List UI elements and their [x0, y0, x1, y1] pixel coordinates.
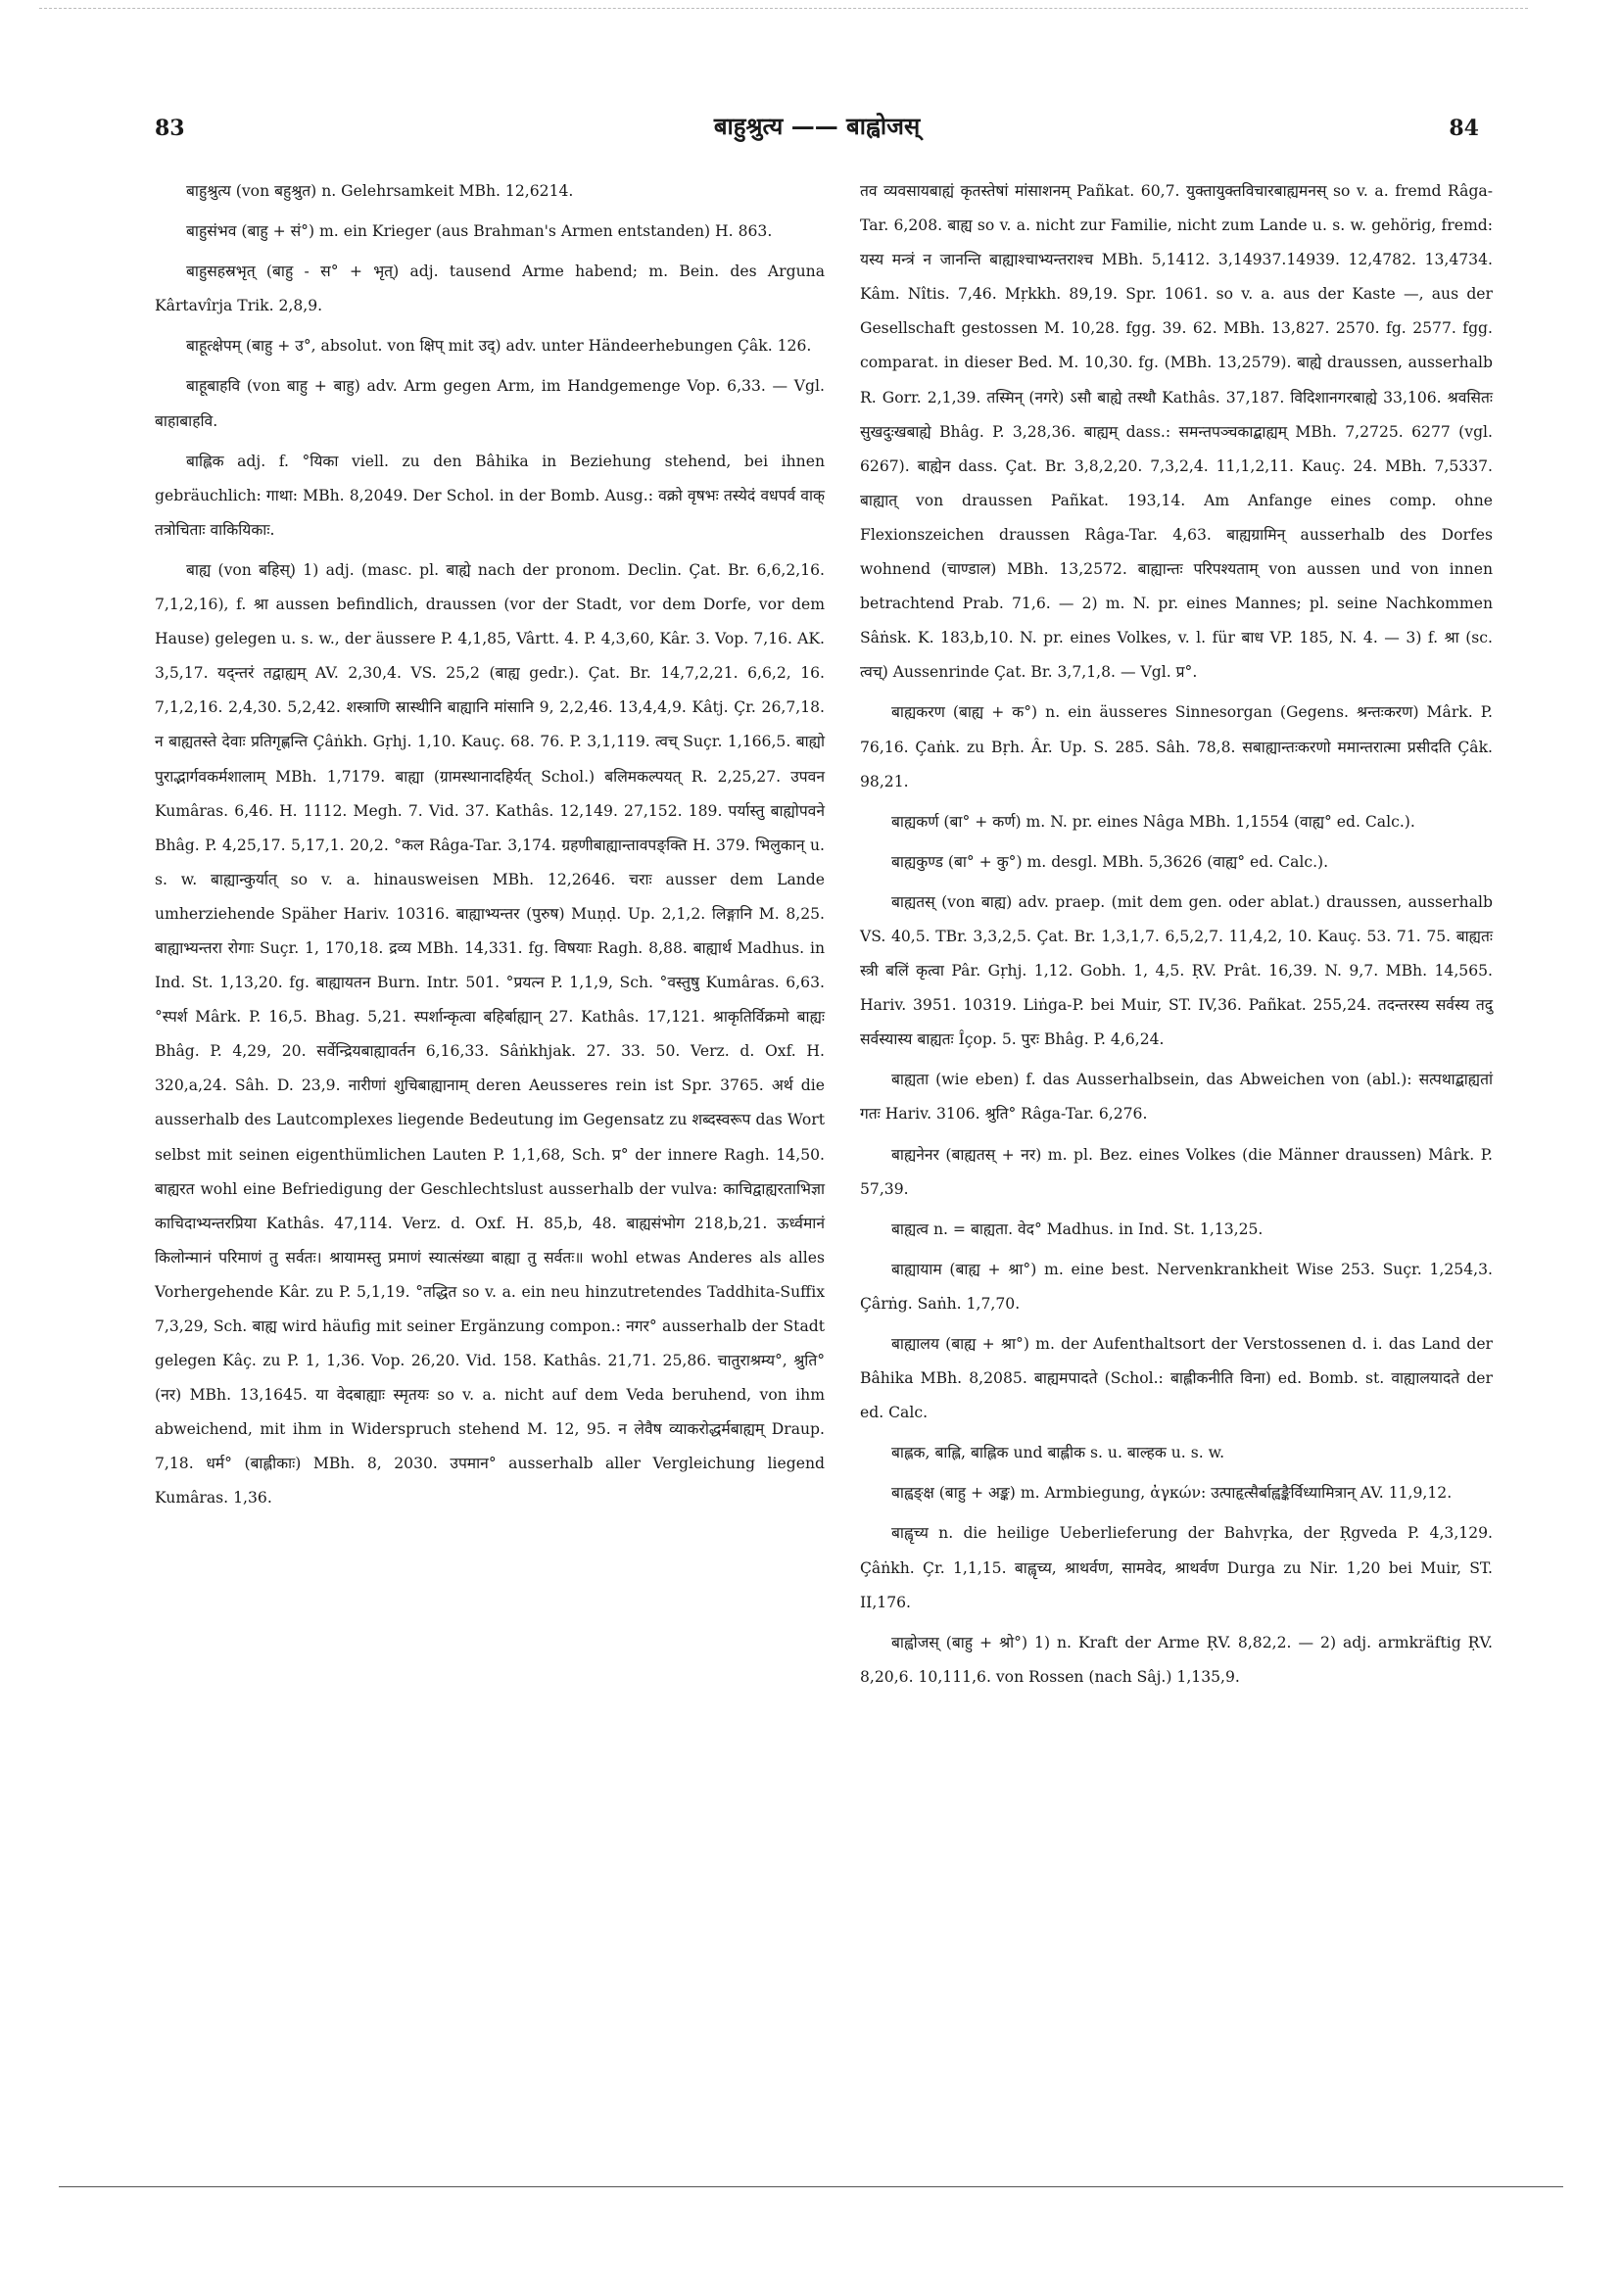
dictionary-entry: बाह्लक, बाह्लि, बाह्लिक und बाह्लीक s. u. बाल्हक u. s. w. — [891, 1444, 1225, 1462]
dictionary-entry: बाहुसंभव (बाहु + सं°) m. ein Krieger (aus Brahman's Armen entstanden) H. 863. — [186, 222, 773, 241]
dictionary-entry: बाह्यालय (बाह्य + श्रा°) m. der Aufenthaltsort der Verstossenen d. i. das Land der Bâhika MBh. 8,2085. बाह्यमपादते (Schol.: बाह्लीकनीति विना) ed. Bomb. st. वाह्यालयादते der ed. Calc. — [860, 1335, 1493, 1422]
dictionary-entry: बाह्वङ्क्ष (बाहु + अङ्क) m. Armbiegung, ἀγκών: उत्पाहृत्सैर्बाह्वङ्कैर्विध्यामित्रान् AV. 11,9,12. — [891, 1484, 1453, 1503]
dictionary-entry: बाह्यायाम (बाह्य + श्रा°) m. eine best. Nervenkrankheit Wise 253. Suçr. 1,254,3. Çârṅg. Saṅh. 1,7,70. — [860, 1260, 1493, 1313]
dictionary-entry: बाहुश्रुत्य (von बहुश्रुत) n. Gelehrsamkeit MBh. 12,6214. — [186, 182, 574, 200]
dictionary-entry: बाह्यनेनर (बाह्यतस् + नर) m. pl. Bez. eines Volkes (die Männer draussen) Mârk. P. 57,39. — [860, 1145, 1493, 1198]
left-column — [155, 174, 825, 1522]
dictionary-entry: बाहूत्क्षेपम् (बाहु + उ°, absolut. von क्षिप् mit उद्) adv. unter Händeerhebungen Çâk. 126. — [186, 337, 812, 356]
dictionary-entry: बाह्यकर्ण (बा° + कर्ण) m. N. pr. eines Nâga MBh. 1,1554 (वाह्य° ed. Calc.). — [891, 812, 1415, 831]
bottom-rule — [59, 2186, 1563, 2187]
page-header — [155, 110, 1479, 149]
running-head: बाहुश्रुत्य —— बाह्वोजस् — [713, 112, 921, 140]
dictionary-entry: बाह्वृच्य n. die heilige Ueberlieferung der Bahvṛka, der Ṛgveda P. 4,3,129. Çâṅkh. Çr. 1,1,15. बाह्वृच्य, श्राथर्वण, सामवेद, श्राथर्वण Durga zu Nir. 1,20 bei Muir, ST. II,176. — [860, 1524, 1493, 1611]
page-number-right: 84 — [1449, 116, 1479, 141]
dictionary-entry: बाह्लिक adj. f. °यिका viell. zu den Bâhika in Beziehung stehend, bei ihnen gebräuchlich: गाथा: MBh. 8,2049. Der Schol. in der Bomb. Ausg.: वक्रो वृषभः तस्येदं वधपर्व वाक् तत्रोचिताः वाकियिकाः. — [155, 452, 825, 539]
dictionary-entry: बाह्य (von बहिस्) 1) adj. (masc. pl. बाह्ये nach der pronom. Declin. Çat. Br. 6,6,2,16. 7,1,2,16), f. श्रा aussen befindlich, draussen (vor der Stadt, vor dem Dorfe, vor dem Hause) gelegen u. s. w., der äussere P. 4,1,85, Vârtt. 4. P. 4,3,60, Kâr. 3. Vop. 7,16. AK. 3,5,17. यद्न्तरं तद्वाह्यम् AV. 2,30,4. VS. 25,2 (बाह्य gedr.). Çat. Br. 14,7,2,21. 6,6,2, 16. 7,1,2,16. 2,4,30. 5,2,42. शस्त्राणि स्रास्थीनि बाह्यानि मांसानि 9, 2,2,46. 13,4,4,9. Kâtj. Çr. 26,7,18. न बाह्यतस्ते देवाः प्रतिगृह्णन्ति Çâṅkh. Gṛhj. 1,10. Kauç. 68. 76. P. 3,1,119. त्वच् Suçr. 1,166,5. बाह्यो पुराद्भार्गवकर्मशालाम् MBh. 1,7179. बाह्या (ग्रामस्थानादहिर्यत् Schol.) बलिमकल्पयत् R. 2,25,27. उपवन Kumâras. 6,46. H. 1112. Megh. 7. Vid. 37. Kathâs. 12,149. 27,152. 189. पर्यास्तु बाह्योपवने Bhâg. P. 4,25,17. 5,17,1. 20,2. °कल Râga-Tar. 3,174. ग्रहणीबाह्यान्तावपङ्क्ति H. 379. भिलुकान् u. s. w. बाह्यान्कुर्यात् so v. a. hinausweisen MBh. 12,2646. चराः ausser dem Lande umherziehende Späher Hariv. 10316. बाह्याभ्यन्तर (पुरुष) Muṇḍ. Up. 2,1,2. लिङ्गानि M. 8,25. बाह्याभ्यन्तरा रोगाः Suçr. 1, 170,18. द्रव्य MBh. 14,331. fg. विषयाः Ragh. 8,88. बाह्यार्थ Madhus. in Ind. St. 1,13,20. fg. बाह्यायतन Burn. Intr. 501. °प्रयत्न P. 1,1,9, Sch. °वस्तुषु Kumâras. 6,63. °स्पर्श Mârk. P. 16,5. Bhag. 5,21. स्पर्शान्कृत्वा बहिर्बाह्यान् 27. Kathâs. 17,121. श्राकृतिर्विक्रमो बाह्यः Bhâg. P. 4,29, 20. सर्वेन्द्रियबाह्यावर्तन 6,16,33. Sâṅkhjak. 27. 33. 50. Verz. d. Oxf. H. 320,a,24. Sâh. D. 23,9. नारीणां शुचिबाह्यानाम् deren Aeusseres rein ist Spr. 3765. अर्थ die ausserhalb des Lautcomplexes liegende Bedeutung im Gegensatz zu शब्दस्वरूप das Wort selbst mit seinen eigenthümlichen Lauten P. 1,1,68, Sch. प्र° der innere Ragh. 14,50. बाह्यरत wohl eine Befriedigung der Geschlechtslust ausserhalb der vulva: काचिद्वाह्यरताभिज्ञा काचिदाभ्यन्तरप्रिया Kathâs. 47,114. Verz. d. Oxf. H. 85,b, 48. बाह्यसंभोग 218,b,21. ऊर्ध्वमानं किलोन्मानं परिमाणं तु सर्वतः। श्रायामस्तु प्रमाणं स्यात्संख्या बाह्या तु सर्वतः॥ wohl etwas Anderes als alles Vorhergehende Kâr. zu P. 5,1,19. °तद्धित so v. a. ein neu hinzutretendes Taddhita-Suffix 7,3,29, Sch. बाह्य wird häufig mit seiner Ergänzung compon.: नगर° ausserhalb der Stadt gelegen Kâç. zu P. 1, 1,36. Vop. 26,20. Vid. 158. Kathâs. 21,71. 25,86. चातुराश्रम्य°, श्रुति° (नर) MBh. 13,1645. या वेदबाह्याः स्मृतयः so v. a. nicht auf dem Veda beruhend, von ihm abweichend, mit ihm in Widerspruch stehend M. 12, 95. न लेवैष व्याकरोद्धर्मबाह्यम् Draup. 7,18. धर्म° (बाह्लीकाः) MBh. 8, 2030. उपमान° ausserhalb aller Vergleichung liegend Kumâras. 1,36. — [155, 560, 825, 1507]
right-column — [860, 174, 1493, 1700]
dictionary-entry: बाह्यतस् (von बाह्य) adv. praep. (mit dem gen. oder ablat.) draussen, ausserhalb VS. 40,5. TBr. 3,3,2,5. Çat. Br. 1,3,1,7. 6,5,2,7. 11,4,2, 10. Kauç. 53. 71. 75. बाह्यतः स्त्री बलिं कृत्वा Pâr. Gṛhj. 1,12. Gobh. 1, 4,5. ṚV. Prât. 16,39. N. 9,7. MBh. 14,565. Hariv. 3951. 10319. Liṅga-P. bei Muir, ST. IV,36. Pañkat. 255,24. तदन्तरस्य सर्वस्य तदु सर्वस्यास्य बाह्यतः Îçop. 5. पुरः Bhâg. P. 4,6,24. — [860, 892, 1493, 1049]
dictionary-entry: बाह्यत्व n. = बाह्यता. वेद° Madhus. in Ind. St. 1,13,25. — [891, 1220, 1264, 1238]
dictionary-entry: बाह्यकरण (बाह्य + क°) n. ein äusseres Sinnesorgan (Gegens. श्रन्तःकरण) Mârk. P. 76,16. Çaṅk. zu Bṛh. Âr. Up. S. 285. Sâh. 78,8. सबाह्यान्तःकरणो ममान्तरात्मा प्रसीदति Çâk. 98,21. — [860, 703, 1493, 790]
dictionary-entry: बाह्यकुण्ड (बा° + कु°) m. desgl. MBh. 5,3626 (वाह्य° ed. Calc.). — [891, 852, 1329, 871]
scan-top-rule — [39, 8, 1528, 9]
dictionary-entry: बाह्वोजस् (बाहु + श्रो°) 1) n. Kraft der Arme ṚV. 8,82,2. — 2) adj. armkräftig ṚV. 8,20,6. 10,111,6. von Rossen (nach Sâj.) 1,135,9. — [860, 1633, 1493, 1686]
dictionary-entry: बाहुसहस्रभृत् (बाहु - स° + भृत्) adj. tausend Arme habend; m. Bein. des Arguna Kârtavîrja Trik. 2,8,9. — [155, 263, 825, 315]
dictionary-entry: बाहूबाहवि (von बाहु + बाहु) adv. Arm gegen Arm, im Handgemenge Vop. 6,33. — Vgl. बाहाबाहवि. — [155, 377, 825, 430]
dictionary-entry: बाह्यता (wie eben) f. das Ausserhalbsein, das Abweichen von (abl.): सत्पथाद्बाह्यतां गतः Hariv. 3106. श्रुति° Râga-Tar. 6,276. — [860, 1071, 1493, 1124]
dictionary-entry-continuation: तव व्यवसायबाह्यं कृतस्तेषां मांसाशनम् Pañkat. 60,7. युक्तायुक्तविचारबाह्यमनस् so v. a. fremd Râga-Tar. 6,208. बाह्य so v. a. nicht zur Familie, nicht zum Lande u. s. w. gehörig, fremd: यस्य मन्त्रं न जानन्ति बाह्याश्चाभ्यन्तराश्च MBh. 5,1412. 3,14937.14939. 12,4782. 13,4734. Kâm. Nîtis. 7,46. Mṛkkh. 89,19. Spr. 1061. so v. a. aus der Kaste —, aus der Gesellschaft gestossen M. 10,28. fgg. 39. 62. MBh. 13,827. 2570. fg. 2577. fgg. comparat. in dieser Bed. M. 10,30. fg. (MBh. 13,2579). बाह्ये draussen, ausserhalb R. Gorr. 2,1,39. तस्मिन् (नगरे) ऽसौ बाह्ये तस्थौ Kathâs. 37,187. विदिशानगरबाह्ये 33,106. श्रवसितः सुखदुःखबाह्ये Bhâg. P. 3,28,36. बाह्यम् dass.: समन्तपञ्चकाद्बाह्यम् MBh. 7,2725. 6277 (vgl. 6267). बाह्येन dass. Çat. Br. 3,8,2,20. 7,3,2,4. 11,1,2,11. Kauç. 24. MBh. 7,5337. बाह्यात् von draussen Pañkat. 193,14. Am Anfange eines comp. ohne Flexionszeichen draussen Râga-Tar. 4,63. बाह्यग्रामिन् ausserhalb des Dorfes wohnend (चाण्डाल) MBh. 13,2572. बाह्यान्तः परिपश्यताम् von aussen und von innen betrachtend Prab. 71,6. — 2) m. N. pr. eines Mannes; pl. seine Nachkommen Sâṅsk. K. 183,b,10. N. pr. eines Volkes, v. l. für बाध VP. 185, N. 4. — 3) f. श्रा (sc. त्वच्) Aussenrinde Çat. Br. 3,7,1,8. — Vgl. प्र°. — [860, 182, 1493, 682]
page-number-left: 83 — [155, 116, 185, 141]
